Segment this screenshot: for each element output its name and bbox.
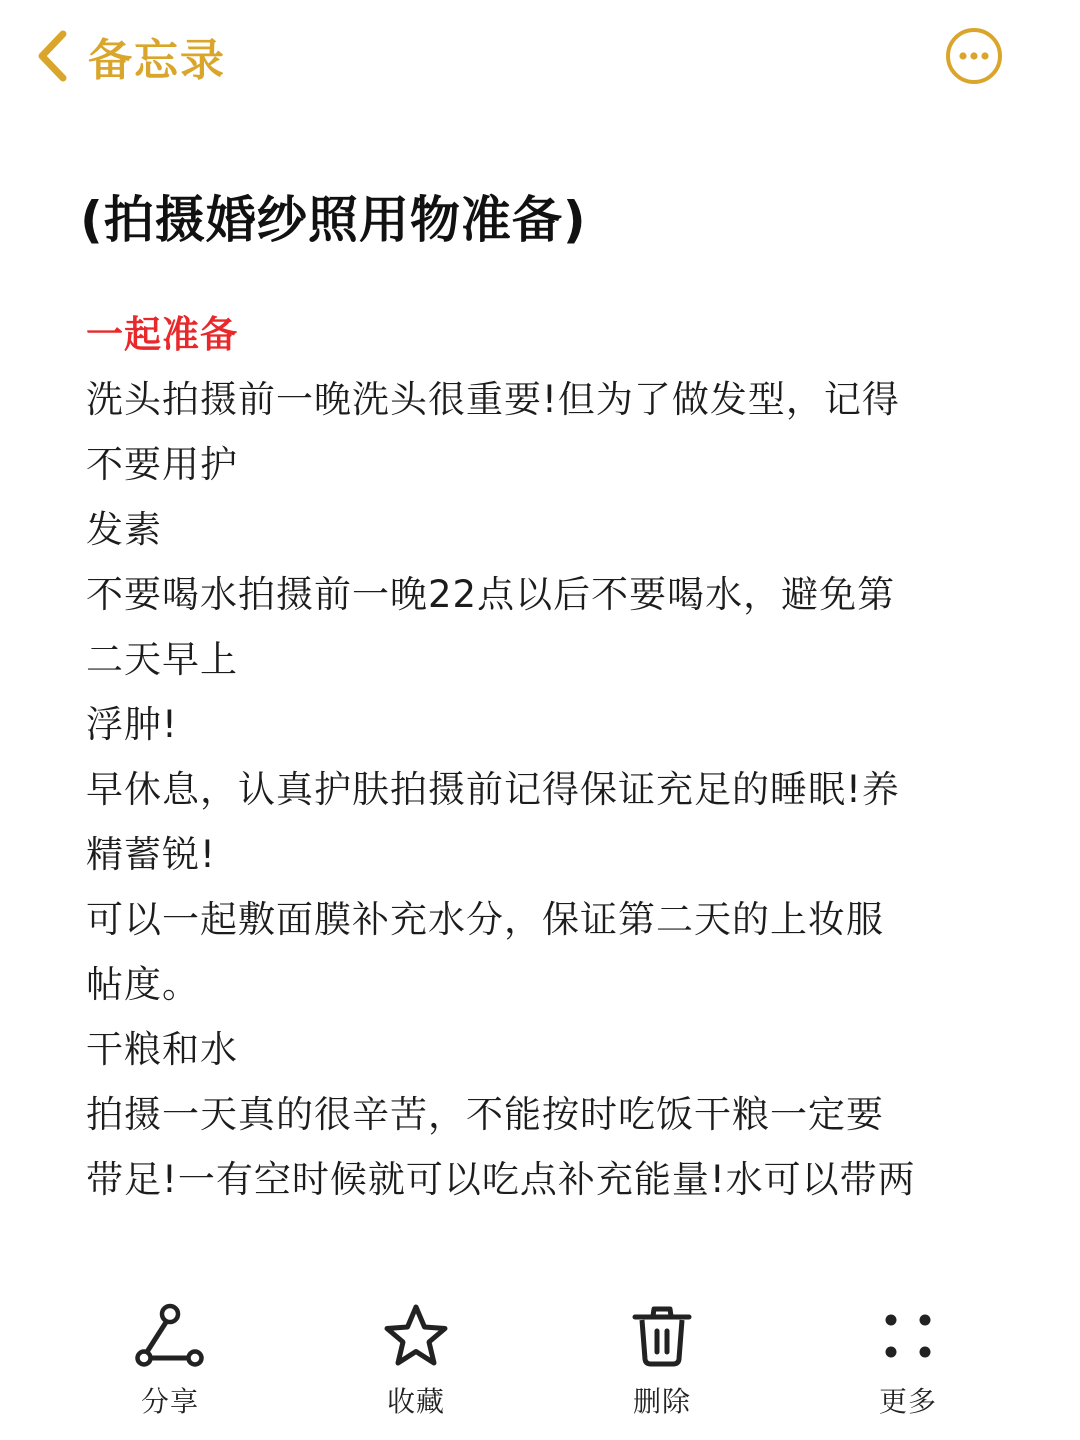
favorite-label: 收藏 [386,1385,445,1418]
note-line: 发素 [86,508,162,551]
more-circle-icon [944,26,1004,86]
share-button[interactable] [100,1300,240,1420]
note-line: 拍摄一天真的很辛苦，不能按时吃饭干粮一定要 [86,1093,884,1136]
chevron-left-icon [30,26,74,86]
note-line: 洗头拍摄前一晚洗头很重要!但为了做发型，记得 [86,378,900,421]
note-title[interactable]: (拍摄婚纱照用物准备) [80,191,587,249]
note-line: 早休息，认真护肤拍摄前记得保证充足的睡眠!养 [86,768,900,811]
note-line: 精蓄锐! [86,833,216,876]
share-label: 分享 [140,1385,199,1418]
more-button[interactable] [838,1300,978,1420]
note-line: 浮肿! [86,703,178,746]
back-button[interactable] [30,20,226,92]
favorite-button[interactable] [346,1300,486,1420]
note-line: 干粮和水 [86,1028,238,1071]
dots-grid-icon [868,1300,948,1372]
section-heading: 一起准备 [86,313,238,356]
more-label: 更多 [878,1385,937,1418]
share-icon [130,1300,210,1372]
note-line: 帖度。 [86,963,200,1006]
trash-icon [622,1300,702,1372]
more-options-button[interactable] [944,26,1004,86]
note-line: 不要喝水拍摄前一晚22点以后不要喝水，避免第 [86,573,896,616]
bottom-toolbar [0,1290,1080,1440]
note-line: 带足!一有空时候就可以吃点补充能量!水可以带两 [86,1158,916,1201]
note-line: 二天早上 [86,638,238,681]
star-icon [376,1300,456,1372]
note-line: 不要用护 [86,443,238,486]
note-line: 可以一起敷面膜补充水分，保证第二天的上妆服 [86,898,884,941]
note-body[interactable] [86,302,966,1212]
back-button-label: 备忘录 [88,35,226,86]
navigation-bar [0,0,1080,120]
delete-label: 删除 [632,1385,691,1418]
delete-button[interactable] [592,1300,732,1420]
